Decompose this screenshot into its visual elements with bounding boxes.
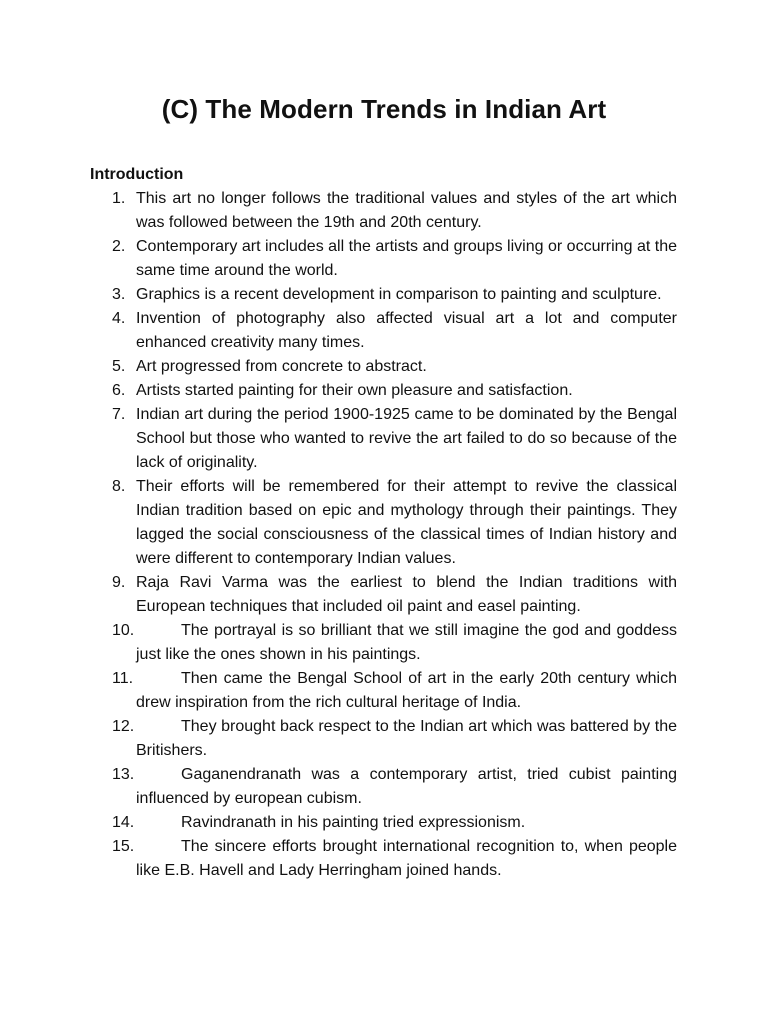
list-item <box>112 355 677 379</box>
list-item-text: Artists started painting for their own pleasure and satisfaction. <box>136 382 573 399</box>
list-item <box>112 571 677 619</box>
list-item <box>112 187 677 235</box>
list-item-text: Raja Ravi Varma was the earliest to blend the Indian traditions with European techniques that included oil paint and easel painting. <box>136 574 677 615</box>
list-number: 4. <box>112 310 126 327</box>
list-item-text: Ravindranath in his painting tried expressionism. <box>181 814 526 831</box>
list-number: 11. <box>112 670 134 687</box>
list-item-text: They brought back respect to the Indian art which was battered by the Britishers. <box>136 718 677 759</box>
list-number: 6. <box>112 382 126 399</box>
list-number: 3. <box>112 286 126 303</box>
list-item <box>112 667 677 715</box>
section-heading-introduction: Introduction <box>90 166 184 183</box>
list-item-text: This art no longer follows the traditional values and styles of the art which was followed between the 19th and 20th century. <box>136 190 677 231</box>
numbered-list <box>112 187 677 883</box>
list-item <box>112 619 677 667</box>
list-item <box>112 715 677 763</box>
list-number: 8. <box>112 478 126 495</box>
list-number: 2. <box>112 238 126 255</box>
list-number: 7. <box>112 406 126 423</box>
list-item <box>112 283 677 307</box>
list-number: 15. <box>112 838 135 855</box>
list-item <box>112 811 677 835</box>
list-item <box>112 763 677 811</box>
list-item-text: Gaganendranath was a contemporary artist, tried cubist painting influenced by european cubism. <box>136 766 677 807</box>
list-item <box>112 235 677 283</box>
list-item-text: The sincere efforts brought international recognition to, when people like E.B. Havell and Lady Herringham joined hands. <box>136 838 677 879</box>
list-item-text: Graphics is a recent development in comparison to painting and sculpture. <box>136 286 662 303</box>
list-number: 10. <box>112 622 135 639</box>
list-number: 13. <box>112 766 135 783</box>
list-item-text: Contemporary art includes all the artists and groups living or occurring at the same time around the world. <box>136 238 677 279</box>
list-item-text: Indian art during the period 1900-1925 came to be dominated by the Bengal School but those who wanted to revive the art failed to do so because of the lack of originality. <box>136 406 677 471</box>
list-item <box>112 307 677 355</box>
list-item <box>112 379 677 403</box>
list-number: 9. <box>112 574 126 591</box>
list-item-text: Their efforts will be remembered for their attempt to revive the classical Indian tradition based on epic and mythology through their paintings. They lagged the social consciousness of the classical times of Indian history and were different to contemporary Indian values. <box>136 478 677 567</box>
list-item-text: Invention of photography also affected visual art a lot and computer enhanced creativity many times. <box>136 310 677 351</box>
list-item <box>112 475 677 571</box>
list-number: 5. <box>112 358 126 375</box>
list-item-text: Art progressed from concrete to abstract. <box>136 358 427 375</box>
list-number: 14. <box>112 814 135 831</box>
page-title: (C) The Modern Trends in Indian Art <box>161 94 607 124</box>
list-item-text: The portrayal is so brilliant that we still imagine the god and goddess just like the ones shown in his paintings. <box>136 622 677 663</box>
list-item-text: Then came the Bengal School of art in the early 20th century which drew inspiration from the rich cultural heritage of India. <box>136 670 677 711</box>
list-item <box>112 835 677 883</box>
list-number: 1. <box>112 190 126 207</box>
list-number: 12. <box>112 718 135 735</box>
list-item <box>112 403 677 475</box>
